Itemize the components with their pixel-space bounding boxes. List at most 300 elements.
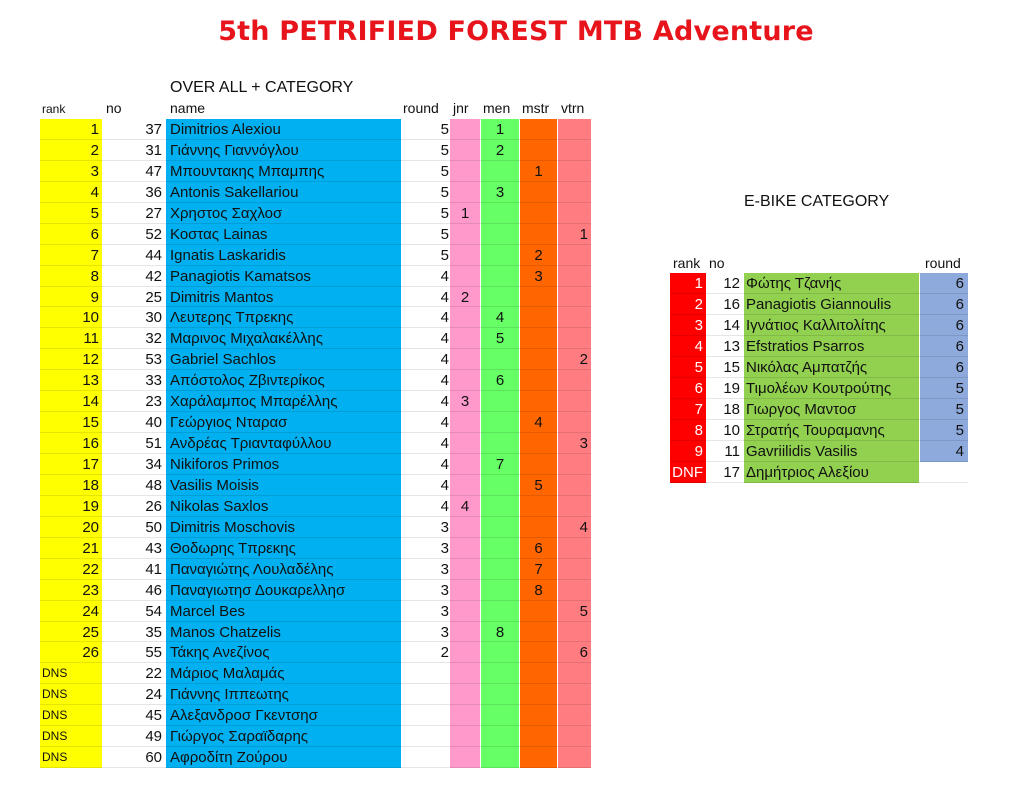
ebike-name-cell: Στρατής Τουραμανης <box>744 420 919 441</box>
men-cell <box>481 663 519 684</box>
mstr-cell <box>520 203 557 224</box>
table-row <box>40 684 591 705</box>
men-cell: 5 <box>481 328 519 349</box>
name-cell: Γεώργιος Νταρασ <box>166 412 440 433</box>
round-cell: 5 <box>401 182 449 203</box>
men-cell <box>481 496 519 517</box>
ebike-round-cell: 6 <box>920 294 968 315</box>
jnr-cell <box>450 454 480 475</box>
rank-cell: 3 <box>40 161 102 182</box>
round-cell: 5 <box>401 119 449 140</box>
vtrn-cell <box>558 140 591 161</box>
number-cell: 48 <box>103 475 165 496</box>
men-cell <box>481 245 519 266</box>
jnr-cell <box>450 747 480 768</box>
mstr-cell <box>520 663 557 684</box>
vtrn-cell: 3 <box>558 433 591 454</box>
overall-subtitle: OVER ALL + CATEGORY <box>170 79 354 96</box>
ebike-row <box>670 294 968 315</box>
rank-cell: 21 <box>40 538 102 559</box>
mstr-cell: 2 <box>520 245 557 266</box>
rank-cell: 1 <box>40 119 102 140</box>
men-cell <box>481 705 519 726</box>
number-cell: 26 <box>103 496 165 517</box>
ebike-row <box>670 399 968 420</box>
ebike-round-cell: 6 <box>920 315 968 336</box>
number-cell: 31 <box>103 140 165 161</box>
men-cell <box>481 412 519 433</box>
mstr-cell <box>520 726 557 747</box>
ebike-name-cell: Δημήτριος Αλεξίου <box>744 462 919 483</box>
round-cell <box>401 663 449 684</box>
jnr-cell <box>450 161 480 182</box>
men-cell: 6 <box>481 370 519 391</box>
mstr-cell: 5 <box>520 475 557 496</box>
men-cell <box>481 538 519 559</box>
header-round: round <box>403 100 439 116</box>
round-cell <box>401 684 449 705</box>
ebike-number-cell: 15 <box>707 357 743 378</box>
round-cell: 3 <box>401 559 449 580</box>
mstr-cell <box>520 517 557 538</box>
vtrn-cell: 5 <box>558 601 591 622</box>
table-row <box>40 663 591 684</box>
table-row <box>40 328 591 349</box>
round-cell: 4 <box>401 433 449 454</box>
number-cell: 53 <box>103 349 165 370</box>
ebike-round-cell: 6 <box>920 357 968 378</box>
vtrn-cell <box>558 559 591 580</box>
number-cell: 33 <box>103 370 165 391</box>
name-cell: Απόστολος Ζβιντερίκος <box>166 370 440 391</box>
number-cell: 55 <box>103 642 165 663</box>
round-cell: 5 <box>401 140 449 161</box>
number-cell: 52 <box>103 224 165 245</box>
mstr-cell <box>520 454 557 475</box>
name-cell: Ανδρέας Τριανταφύλλου <box>166 433 440 454</box>
round-cell: 5 <box>401 203 449 224</box>
round-cell: 3 <box>401 580 449 601</box>
jnr-cell <box>450 182 480 203</box>
ebike-name-cell: Τιμολέων Κουτρούτης <box>744 378 919 399</box>
round-cell: 4 <box>401 454 449 475</box>
ebike-header-round: round <box>925 255 961 271</box>
ebike-row <box>670 462 968 483</box>
mstr-cell <box>520 433 557 454</box>
men-cell <box>481 601 519 622</box>
men-cell: 3 <box>481 182 519 203</box>
number-cell: 45 <box>103 705 165 726</box>
page-title: 5th PETRIFIED FOREST MTB Adventure <box>218 16 814 47</box>
table-row <box>40 203 591 224</box>
name-cell: Παναγιωτησ Δουκαρελλησ <box>166 580 440 601</box>
rank-cell: 6 <box>40 224 102 245</box>
round-cell: 4 <box>401 412 449 433</box>
round-cell: 4 <box>401 370 449 391</box>
ebike-row <box>670 357 968 378</box>
round-cell <box>401 726 449 747</box>
round-cell <box>401 705 449 726</box>
number-cell: 34 <box>103 454 165 475</box>
mstr-cell: 8 <box>520 580 557 601</box>
ebike-name-cell: Ιγνάτιος Καλλιτολίτης <box>744 315 919 336</box>
ebike-rank-cell: 2 <box>670 294 706 315</box>
table-row <box>40 433 591 454</box>
table-row <box>40 726 591 747</box>
vtrn-cell: 2 <box>558 349 591 370</box>
table-row <box>40 622 591 643</box>
table-row <box>40 496 591 517</box>
jnr-cell <box>450 412 480 433</box>
jnr-cell: 2 <box>450 287 480 308</box>
jnr-cell <box>450 559 480 580</box>
table-row <box>40 642 591 663</box>
vtrn-cell <box>558 412 591 433</box>
ebike-name-cell: Γιωργος Μαντοσ <box>744 399 919 420</box>
name-cell: Γιάννης Ιππεωτης <box>166 684 440 705</box>
mstr-cell: 4 <box>520 412 557 433</box>
table-row <box>40 161 591 182</box>
jnr-cell <box>450 622 480 643</box>
men-cell <box>481 684 519 705</box>
name-cell: Αφροδίτη Ζούρου <box>166 747 440 768</box>
ebike-table <box>670 273 968 483</box>
men-cell <box>481 287 519 308</box>
mstr-cell <box>520 622 557 643</box>
rank-cell: 26 <box>40 642 102 663</box>
ebike-row <box>670 315 968 336</box>
name-cell: Χαράλαμπος Μπαρέλλης <box>166 391 440 412</box>
table-row <box>40 119 591 140</box>
mstr-cell <box>520 224 557 245</box>
ebike-row <box>670 441 968 462</box>
number-cell: 50 <box>103 517 165 538</box>
ebike-number-cell: 16 <box>707 294 743 315</box>
jnr-cell <box>450 705 480 726</box>
name-cell: Μπουντακης Μπαμπης <box>166 161 440 182</box>
vtrn-cell <box>558 580 591 601</box>
vtrn-cell <box>558 496 591 517</box>
mstr-cell <box>520 307 557 328</box>
men-cell <box>481 642 519 663</box>
men-cell <box>481 266 519 287</box>
ebike-round-cell: 5 <box>920 420 968 441</box>
ebike-number-cell: 11 <box>707 441 743 462</box>
jnr-cell <box>450 538 480 559</box>
jnr-cell: 3 <box>450 391 480 412</box>
vtrn-cell <box>558 726 591 747</box>
name-cell: Dimitris Moschovis <box>166 517 440 538</box>
mstr-cell: 6 <box>520 538 557 559</box>
rank-cell: 4 <box>40 182 102 203</box>
vtrn-cell <box>558 161 591 182</box>
name-cell: Vasilis Moisis <box>166 475 440 496</box>
number-cell: 23 <box>103 391 165 412</box>
rank-cell: 22 <box>40 559 102 580</box>
ebike-name-cell: Φώτης Τζανής <box>744 273 919 294</box>
jnr-cell <box>450 601 480 622</box>
jnr-cell <box>450 726 480 747</box>
number-cell: 40 <box>103 412 165 433</box>
men-cell <box>481 433 519 454</box>
mstr-cell <box>520 140 557 161</box>
ebike-name-cell: Panagiotis Giannoulis <box>744 294 919 315</box>
jnr-cell <box>450 328 480 349</box>
table-row <box>40 747 591 768</box>
rank-cell: DNS <box>40 747 102 768</box>
table-row <box>40 454 591 475</box>
round-cell: 4 <box>401 328 449 349</box>
ebike-name-cell: Efstratios Psarros <box>744 336 919 357</box>
jnr-cell <box>450 684 480 705</box>
ebike-round-cell <box>920 462 968 483</box>
jnr-cell: 4 <box>450 496 480 517</box>
ebike-row <box>670 336 968 357</box>
number-cell: 46 <box>103 580 165 601</box>
rank-cell: DNS <box>40 663 102 684</box>
name-cell: Gabriel Sachlos <box>166 349 440 370</box>
number-cell: 32 <box>103 328 165 349</box>
ebike-number-cell: 19 <box>707 378 743 399</box>
mstr-cell <box>520 705 557 726</box>
rank-cell: 5 <box>40 203 102 224</box>
ebike-round-cell: 6 <box>920 336 968 357</box>
ebike-header-rank: rank <box>673 255 701 271</box>
round-cell: 5 <box>401 161 449 182</box>
jnr-cell <box>450 475 480 496</box>
vtrn-cell <box>558 266 591 287</box>
round-cell: 4 <box>401 287 449 308</box>
table-row <box>40 140 591 161</box>
rank-cell: 2 <box>40 140 102 161</box>
ebike-number-cell: 10 <box>707 420 743 441</box>
table-row <box>40 517 591 538</box>
table-row <box>40 287 591 308</box>
number-cell: 27 <box>103 203 165 224</box>
number-cell: 24 <box>103 684 165 705</box>
men-cell: 7 <box>481 454 519 475</box>
name-cell: Παναγιώτης Λουλαδέλης <box>166 559 440 580</box>
rank-cell: 11 <box>40 328 102 349</box>
rank-cell: 19 <box>40 496 102 517</box>
number-cell: 41 <box>103 559 165 580</box>
rank-cell: 9 <box>40 287 102 308</box>
number-cell: 49 <box>103 726 165 747</box>
jnr-cell <box>450 119 480 140</box>
number-cell: 51 <box>103 433 165 454</box>
number-cell: 47 <box>103 161 165 182</box>
rank-cell: 15 <box>40 412 102 433</box>
men-cell: 4 <box>481 307 519 328</box>
ebike-rank-cell: 1 <box>670 273 706 294</box>
number-cell: 60 <box>103 747 165 768</box>
ebike-rank-cell: 3 <box>670 315 706 336</box>
table-row <box>40 601 591 622</box>
number-cell: 37 <box>103 119 165 140</box>
vtrn-cell <box>558 307 591 328</box>
name-cell: Nikolas Saxlos <box>166 496 440 517</box>
men-cell <box>481 203 519 224</box>
vtrn-cell <box>558 705 591 726</box>
men-cell <box>481 224 519 245</box>
number-cell: 43 <box>103 538 165 559</box>
vtrn-cell <box>558 454 591 475</box>
vtrn-cell <box>558 182 591 203</box>
men-cell <box>481 391 519 412</box>
rank-cell: 7 <box>40 245 102 266</box>
results-table <box>40 119 591 768</box>
mstr-cell <box>520 119 557 140</box>
mstr-cell <box>520 349 557 370</box>
men-cell <box>481 726 519 747</box>
name-cell: Γιάννης Γιαννόγλου <box>166 140 440 161</box>
table-row <box>40 391 591 412</box>
men-cell: 1 <box>481 119 519 140</box>
name-cell: Μάριος Μαλαμάς <box>166 663 440 684</box>
round-cell: 4 <box>401 349 449 370</box>
name-cell: Λευτερης Τπρεκης <box>166 307 440 328</box>
rank-cell: 8 <box>40 266 102 287</box>
header-mstr: mstr <box>522 100 550 116</box>
jnr-cell <box>450 245 480 266</box>
ebike-rank-cell: 7 <box>670 399 706 420</box>
name-cell: Θοδωρης Τπρεκης <box>166 538 440 559</box>
vtrn-cell <box>558 747 591 768</box>
ebike-header-no: no <box>709 255 725 271</box>
jnr-cell: 1 <box>450 203 480 224</box>
jnr-cell <box>450 370 480 391</box>
ebike-number-cell: 17 <box>707 462 743 483</box>
name-cell: Antonis Sakellariou <box>166 182 440 203</box>
ebike-name-cell: Νικόλας Αμπατζής <box>744 357 919 378</box>
vtrn-cell <box>558 119 591 140</box>
round-cell: 3 <box>401 622 449 643</box>
number-cell: 54 <box>103 601 165 622</box>
mstr-cell: 7 <box>520 559 557 580</box>
number-cell: 42 <box>103 266 165 287</box>
jnr-cell <box>450 140 480 161</box>
rank-cell: 23 <box>40 580 102 601</box>
ebike-title: E-BIKE CATEGORY <box>744 193 890 210</box>
ebike-name-cell: Gavriilidis Vasilis <box>744 441 919 462</box>
jnr-cell <box>450 433 480 454</box>
mstr-cell <box>520 182 557 203</box>
rank-cell: 12 <box>40 349 102 370</box>
jnr-cell <box>450 307 480 328</box>
round-cell <box>401 747 449 768</box>
round-cell: 4 <box>401 496 449 517</box>
table-row <box>40 224 591 245</box>
jnr-cell <box>450 266 480 287</box>
number-cell: 25 <box>103 287 165 308</box>
ebike-round-cell: 4 <box>920 441 968 462</box>
table-row <box>40 307 591 328</box>
mstr-cell <box>520 287 557 308</box>
jnr-cell <box>450 224 480 245</box>
mstr-cell <box>520 391 557 412</box>
vtrn-cell <box>558 370 591 391</box>
vtrn-cell <box>558 245 591 266</box>
men-cell <box>481 747 519 768</box>
name-cell: Nikiforos Primos <box>166 454 440 475</box>
name-cell: Κοστας Lainas <box>166 224 440 245</box>
table-row <box>40 705 591 726</box>
ebike-number-cell: 12 <box>707 273 743 294</box>
mstr-cell: 1 <box>520 161 557 182</box>
round-cell: 4 <box>401 307 449 328</box>
round-cell: 4 <box>401 475 449 496</box>
table-row <box>40 580 591 601</box>
number-cell: 22 <box>103 663 165 684</box>
name-cell: Χρηστος Σαχλοσ <box>166 203 440 224</box>
header-rank: rank <box>42 102 66 116</box>
header-men: men <box>483 100 511 116</box>
rank-cell: DNS <box>40 705 102 726</box>
name-cell: Ignatis Laskaridis <box>166 245 440 266</box>
name-cell: Γιώργος Σαραϊδαρης <box>166 726 440 747</box>
ebike-rank-cell: DNF <box>670 462 706 483</box>
ebike-round-cell: 5 <box>920 378 968 399</box>
table-row <box>40 370 591 391</box>
round-cell: 5 <box>401 245 449 266</box>
table-row <box>40 538 591 559</box>
vtrn-cell <box>558 622 591 643</box>
name-cell: Manos Chatzelis <box>166 622 440 643</box>
name-cell: Dimitrios Alexiou <box>166 119 440 140</box>
mstr-cell <box>520 747 557 768</box>
ebike-number-cell: 14 <box>707 315 743 336</box>
vtrn-cell <box>558 538 591 559</box>
table-row <box>40 349 591 370</box>
ebike-rank-cell: 8 <box>670 420 706 441</box>
rank-cell: 25 <box>40 622 102 643</box>
mstr-cell <box>520 601 557 622</box>
number-cell: 44 <box>103 245 165 266</box>
ebike-row <box>670 420 968 441</box>
rank-cell: 20 <box>40 517 102 538</box>
mstr-cell <box>520 328 557 349</box>
header-no: no <box>106 100 122 116</box>
table-row <box>40 182 591 203</box>
rank-cell: 18 <box>40 475 102 496</box>
round-cell: 4 <box>401 391 449 412</box>
ebike-row <box>670 273 968 294</box>
mstr-cell <box>520 370 557 391</box>
jnr-cell <box>450 517 480 538</box>
ebike-number-cell: 18 <box>707 399 743 420</box>
vtrn-cell <box>558 663 591 684</box>
number-cell: 36 <box>103 182 165 203</box>
ebike-rank-cell: 9 <box>670 441 706 462</box>
rank-cell: DNS <box>40 684 102 705</box>
vtrn-cell <box>558 328 591 349</box>
header-jnr: jnr <box>453 100 469 116</box>
vtrn-cell <box>558 287 591 308</box>
jnr-cell <box>450 642 480 663</box>
ebike-rank-cell: 4 <box>670 336 706 357</box>
rank-cell: 16 <box>40 433 102 454</box>
rank-cell: DNS <box>40 726 102 747</box>
table-row <box>40 559 591 580</box>
rank-cell: 10 <box>40 307 102 328</box>
number-cell: 35 <box>103 622 165 643</box>
number-cell: 30 <box>103 307 165 328</box>
round-cell: 3 <box>401 517 449 538</box>
men-cell <box>481 349 519 370</box>
name-cell: Τάκης Ανεζίνος <box>166 642 440 663</box>
men-cell <box>481 161 519 182</box>
round-cell: 4 <box>401 266 449 287</box>
